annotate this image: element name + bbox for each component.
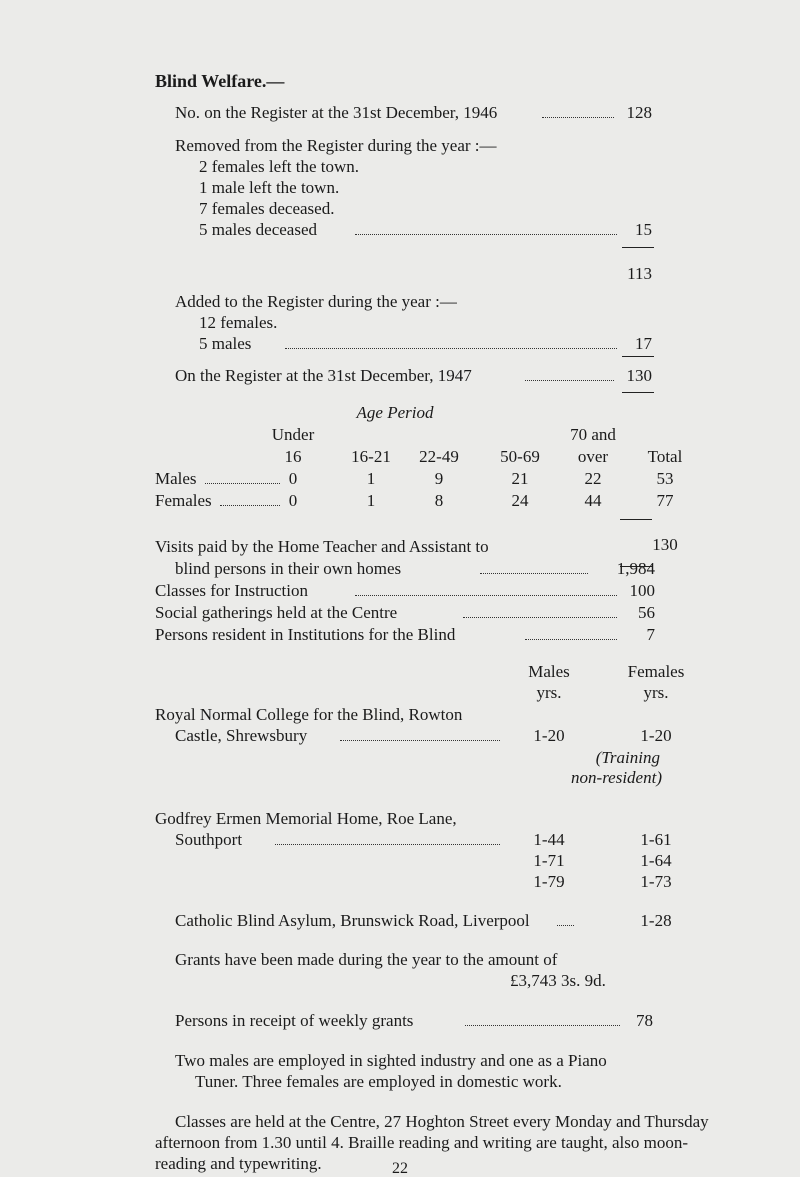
age-table-title: Age Period [356, 403, 434, 422]
table-cell: 21 [511, 469, 529, 488]
leader-dots [285, 348, 617, 349]
table-cell: 53 [656, 469, 674, 488]
royal-line2: Castle, Shrewsbury [175, 726, 308, 745]
removed-heading: Removed from the Register during the year :— [175, 136, 497, 155]
leader-dots [480, 573, 588, 574]
weekly-grants-label: Persons in receipt of weekly grants [175, 1011, 414, 1030]
register-subtotal: 113 [627, 264, 652, 283]
sum-rule [620, 519, 652, 520]
register-start-value: 128 [626, 103, 652, 122]
added-total: 17 [635, 334, 652, 353]
catholic-value: 1-28 [640, 911, 672, 930]
page-heading: Blind Welfare.— [155, 71, 285, 91]
age-header: Under [271, 425, 315, 444]
stat-label: Persons resident in Institutions for the Blind [155, 625, 456, 644]
page-number: 22 [392, 1160, 408, 1177]
row-label-females: Females [155, 491, 212, 510]
added-heading: Added to the Register during the year :— [175, 292, 457, 311]
sum-rule [622, 392, 654, 393]
table-cell: 22 [584, 469, 602, 488]
sum-rule [622, 356, 654, 357]
godfrey-females: 1-73 [640, 872, 672, 891]
classes-line3: reading and typewriting. [155, 1154, 322, 1173]
godfrey-males: 1-71 [533, 851, 565, 870]
removed-item: 1 male left the town. [199, 178, 340, 197]
register-end-value: 130 [626, 366, 652, 385]
age-header: 16-21 [351, 447, 391, 466]
leader-dots [340, 740, 500, 741]
added-item: 12 females. [199, 313, 278, 332]
table-cell: 9 [434, 469, 444, 488]
row-label-males: Males [155, 469, 197, 488]
leader-dots [275, 844, 500, 845]
royal-note: non-resident) [571, 768, 662, 787]
employment-line2: Tuner. Three females are employed in domestic work. [195, 1072, 562, 1091]
godfrey-males: 1-79 [533, 872, 565, 891]
table-cell: 0 [288, 469, 298, 488]
unit-label: yrs. [643, 683, 669, 702]
grants-line1: Grants have been made during the year to the amount of [175, 950, 558, 969]
royal-females: 1-20 [640, 726, 672, 745]
godfrey-line2: Southport [175, 830, 243, 849]
removed-item: 2 females left the town. [199, 157, 360, 176]
royal-line1: Royal Normal College for the Blind, Rowton [155, 705, 463, 724]
table-cell: 8 [434, 491, 444, 510]
age-header: 70 and [570, 425, 616, 444]
age-header: 16 [284, 447, 302, 466]
register-start-label: No. on the Register at the 31st December, 1946 [175, 103, 498, 122]
unit-label: yrs. [536, 683, 562, 702]
removed-item: 7 females deceased. [199, 199, 335, 218]
godfrey-line1: Godfrey Ermen Memorial Home, Roe Lane, [155, 809, 457, 828]
table-cell: 1 [366, 469, 376, 488]
stat-label: Classes for Instruction [155, 581, 308, 600]
leader-dots [355, 234, 617, 235]
register-end-label: On the Register at the 31st December, 1947 [175, 366, 472, 385]
table-cell: 0 [288, 491, 298, 510]
royal-males: 1-20 [533, 726, 565, 745]
godfrey-females: 1-64 [640, 851, 672, 870]
classes-line1: Classes are held at the Centre, 27 Hoghton Street every Monday and Thursday [175, 1112, 709, 1131]
godfrey-females: 1-61 [640, 830, 672, 849]
sum-rule [622, 247, 654, 248]
age-header: 50-69 [500, 447, 540, 466]
table-cell: 44 [584, 491, 602, 510]
catholic-label: Catholic Blind Asylum, Brunswick Road, Liverpool [175, 911, 530, 930]
table-cell: 77 [656, 491, 674, 510]
godfrey-males: 1-44 [533, 830, 565, 849]
classes-line2: afternoon from 1.30 until 4. Braille reading and writing are taught, also moon- [155, 1133, 689, 1152]
stat-value: 100 [629, 581, 655, 600]
table-cell: 1 [366, 491, 376, 510]
table-cell: 24 [511, 491, 529, 510]
age-header: Total [647, 447, 683, 466]
grants-amount: £3,743 3s. 9d. [510, 971, 606, 990]
leader-dots [465, 1025, 620, 1026]
employment-line1: Two males are employed in sighted industry and one as a Piano [175, 1051, 607, 1070]
age-header: 22-49 [419, 447, 459, 466]
stat-value: 7 [646, 625, 655, 644]
added-item: 5 males [199, 334, 252, 353]
stat-value: 56 [638, 603, 655, 622]
age-grand-total: 130 [652, 535, 678, 554]
weekly-grants-value: 78 [636, 1011, 653, 1030]
removed-total: 15 [635, 220, 652, 239]
leader-dots [557, 925, 574, 926]
royal-note: (Training [595, 748, 660, 767]
stat-label: Social gatherings held at the Centre [155, 603, 398, 622]
visits-value: 1,984 [616, 559, 655, 578]
removed-item: 5 males deceased [199, 220, 317, 239]
visits-line2: blind persons in their own homes [175, 559, 402, 578]
age-header: over [577, 447, 609, 466]
visits-line1: Visits paid by the Home Teacher and Assistant to [155, 537, 489, 556]
col-females: Females [627, 662, 685, 681]
col-males: Males [528, 662, 570, 681]
